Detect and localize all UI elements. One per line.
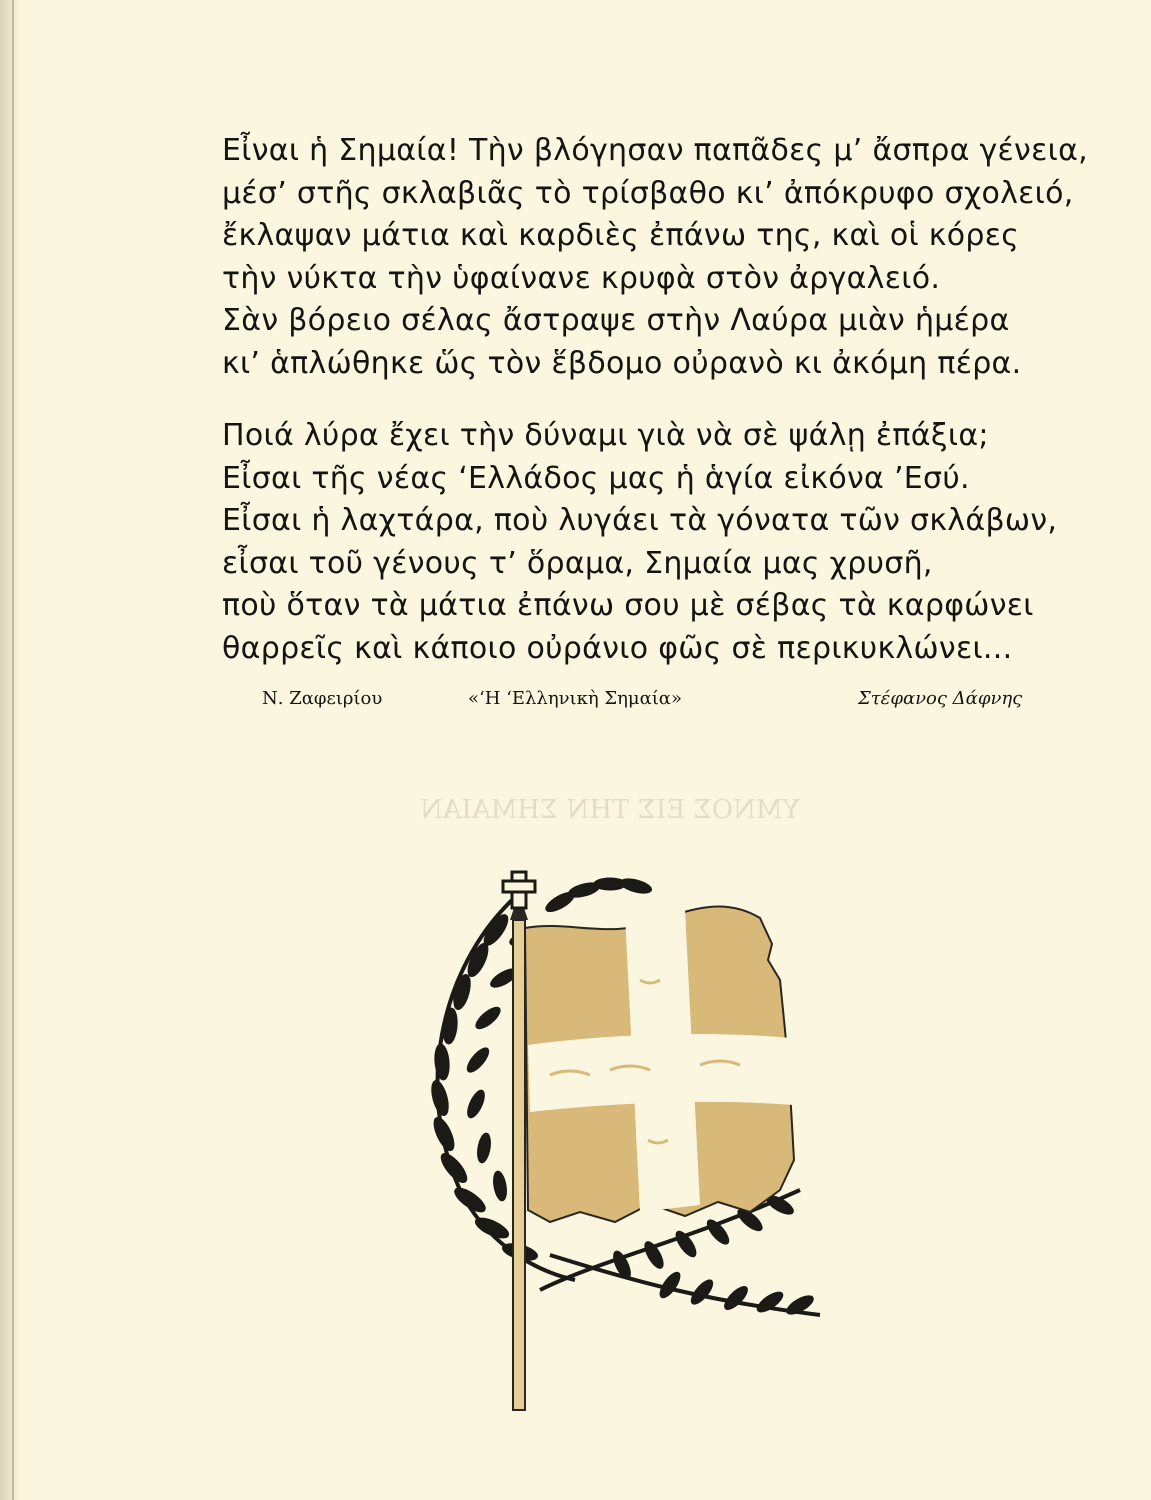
credits	[0, 688, 1151, 718]
poem-stanza-1	[222, 130, 1102, 385]
poem-line: τὴν νύκτα τὴν ὑφαίνανε κρυφὰ στὸν ἀργαλειό.	[222, 260, 941, 296]
poem	[222, 130, 1102, 670]
poem-line: Σὰν βόρειο σέλας ἄστραψε στὴν Λαύρα μιὰν ἡμέρα	[222, 303, 1010, 338]
flag-wreath-illustration	[400, 860, 880, 1430]
show-through-text: ΥΜΝΟΣ ΕΙΣ ΤΗΝ ΣΗΜΑΙΑΝ	[420, 795, 800, 825]
poem-line: Εἶναι ἡ Σημαία! Τὴν βλόγησαν παπᾶδες μ’ ἄσπρα γένεια,	[222, 133, 1088, 168]
poem-line: κι’ ἁπλώθηκε ὥς τὸν ἕβδομο οὐρανὸ κι ἀκόμη πέρα.	[222, 345, 1022, 381]
credit-title: «‘Η ‘Ελληνικὴ Σημαία»	[468, 688, 682, 709]
poem-line: Ποιά λύρα ἔχει τὴν δύναμι γιὰ νὰ σὲ ψάλῃ ἐπάξια;	[222, 418, 989, 453]
greek-flag-icon	[525, 906, 794, 1222]
poem-line: Εἶσαι ἡ λαχτάρα, ποὺ λυγάει τὰ γόνατα τῶν σκλάβων,	[222, 503, 1058, 538]
poem-line: ἔκλαψαν μάτια καὶ καρδιὲς ἐπάνω της, καὶ οἱ κόρες	[222, 218, 1020, 253]
poem-line: εἶσαι τοῦ γένους τ’ ὅραμα, Σημαία μας χρυσῆ,	[222, 545, 933, 581]
poem-line: θαρρεῖς καὶ κάποιο οὐράνιο φῶς σὲ περικυκλώνει...	[222, 630, 1013, 666]
credit-artist: Στέφανος Δάφνης	[858, 688, 1023, 709]
credit-author: Ν. Ζαφειρίου	[262, 688, 383, 709]
poem-line: μέσ’ στῆς σκλαβιᾶς τὸ τρίσβαθο κι’ ἀπόκρυφο σχολειό,	[222, 175, 1074, 211]
poem-line: Εἶσαι τῆς νέας ‘Ελλάδος μας ἡ ἁγία εἰκόνα ’Εσύ.	[222, 460, 970, 496]
page-binding-edge	[0, 0, 22, 1500]
poem-line: ποὺ ὅταν τὰ μάτια ἐπάνω σου μὲ σέβας τὰ καρφώνει	[222, 588, 1034, 623]
poem-stanza-2	[222, 415, 1102, 670]
